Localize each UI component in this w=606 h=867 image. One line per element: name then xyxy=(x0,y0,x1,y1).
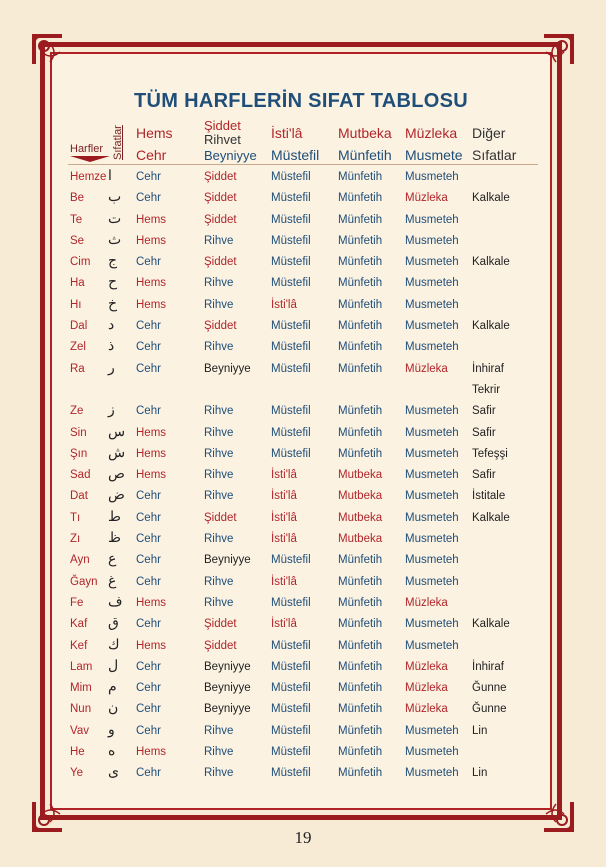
cell-muzleka-musmete: Musmeteh xyxy=(405,447,459,460)
letter-name: Sad xyxy=(70,469,91,482)
cell-muzleka-musmete: Müzleka xyxy=(405,660,448,673)
table-row xyxy=(68,762,538,783)
table-row xyxy=(68,358,538,379)
cell-mutbeka-munfetih: Münfetih xyxy=(338,660,383,673)
cell-hems-cehr: Cehr xyxy=(136,767,161,780)
cell-muzleka-musmete: Musmeteh xyxy=(405,490,459,503)
cell-hems-cehr: Cehr xyxy=(136,618,161,631)
arabic-letter: ط xyxy=(108,508,121,525)
arabic-letter: م xyxy=(108,679,117,696)
cell-siddet-rihve: Rihve xyxy=(204,341,234,354)
letter-name: Ra xyxy=(70,362,85,375)
cell-istila-mustefil: Müstefil xyxy=(271,682,311,695)
cell-istila-mustefil: Müstefil xyxy=(271,320,311,333)
cell-mutbeka-munfetih: Münfetih xyxy=(338,767,383,780)
cell-diger: Kalkale xyxy=(472,618,510,631)
header-musmete: Musmete xyxy=(405,147,463,163)
arabic-letter: ى xyxy=(108,764,119,781)
cell-muzleka-musmete: Müzleka xyxy=(405,362,448,375)
cell-hems-cehr: Cehr xyxy=(136,682,161,695)
cell-hems-cehr: Hems xyxy=(136,298,167,311)
cell-muzleka-musmete: Musmeteh xyxy=(405,426,459,439)
letter-name: Fe xyxy=(70,596,84,609)
cell-hems-cehr: Hems xyxy=(136,596,167,609)
table-row xyxy=(68,507,538,528)
cell-muzleka-musmete: Musmeteh xyxy=(405,256,459,269)
cell-diger: Tefeşşi xyxy=(472,447,508,460)
cell-mutbeka-munfetih: Münfetih xyxy=(338,298,383,311)
cell-istila-mustefil: İsti'lâ xyxy=(271,511,297,524)
cell-hems-cehr: Hems xyxy=(136,639,167,652)
page-number: 19 xyxy=(294,828,312,847)
letter-name: Tı xyxy=(70,511,81,524)
cell-mutbeka-munfetih: Münfetih xyxy=(338,341,383,354)
cell-siddet-rihve: Beyniyye xyxy=(204,554,251,567)
table-row xyxy=(68,400,538,421)
arabic-letter: ل xyxy=(108,657,119,674)
table-row xyxy=(68,656,538,677)
cell-siddet-rihve: Rihve xyxy=(204,575,234,588)
cell-siddet-rihve: Rihve xyxy=(204,596,234,609)
cell-mutbeka-munfetih: Münfetih xyxy=(338,746,383,759)
cell-muzleka-musmete: Musmeteh xyxy=(405,746,459,759)
cell-muzleka-musmete: Musmeteh xyxy=(405,724,459,737)
cell-siddet-rihve: Rihve xyxy=(204,277,234,290)
letter-name: Kef xyxy=(70,639,88,652)
table-row xyxy=(68,720,538,741)
cell-diger: İnhiraf xyxy=(472,362,504,375)
header-divider xyxy=(68,164,538,165)
letter-name: Kaf xyxy=(70,618,88,631)
cell-mutbeka-munfetih: Münfetih xyxy=(338,596,383,609)
cell-istila-mustefil: Müstefil xyxy=(271,639,311,652)
cell-istila-mustefil: Müstefil xyxy=(271,447,311,460)
cell-istila-mustefil: Müstefil xyxy=(271,767,311,780)
cell-mutbeka-munfetih: Mutbeka xyxy=(338,511,383,524)
table-row xyxy=(68,613,538,634)
cell-hems-cehr: Hems xyxy=(136,426,167,439)
letter-name: Te xyxy=(70,213,83,226)
cell-siddet-rihve: Şiddet xyxy=(204,256,237,269)
cell-hems-cehr: Cehr xyxy=(136,171,161,183)
letter-name: Se xyxy=(70,234,85,247)
cell-muzleka-musmete: Musmeteh xyxy=(405,234,459,247)
cell-diger: Kalkale xyxy=(472,511,510,524)
cell-siddet-rihve: Şiddet xyxy=(204,171,237,183)
cell-siddet-rihve: Rihve xyxy=(204,724,234,737)
cell-muzleka-musmete: Musmeteh xyxy=(405,767,459,780)
cell-diger: Safir xyxy=(472,405,496,418)
table-row xyxy=(68,677,538,698)
letter-name: Ye xyxy=(70,767,84,780)
table-row xyxy=(68,698,538,719)
cell-istila-mustefil: İsti'lâ xyxy=(271,298,297,311)
table-row xyxy=(68,315,538,336)
cell-diger: Kalkale xyxy=(472,320,510,333)
header-rihvet: Rihvet xyxy=(204,132,241,147)
cell-istila-mustefil: Müstefil xyxy=(271,405,311,418)
letter-name: Zı xyxy=(70,533,81,546)
cell-muzleka-musmete: Musmeteh xyxy=(405,213,459,226)
arabic-letter: ع xyxy=(108,551,117,568)
arabic-letter: ق xyxy=(108,615,119,632)
letter-name: Ğayn xyxy=(70,575,98,588)
letter-name: Dat xyxy=(70,490,88,503)
header-sifatlar: Sıfatlar xyxy=(472,147,517,163)
sifat-table xyxy=(68,166,538,784)
cell-mutbeka-munfetih: Münfetih xyxy=(338,362,383,375)
cell-diger: Lin xyxy=(472,767,488,780)
cell-diger: Safir xyxy=(472,469,496,482)
cell-siddet-rihve: Beyniyye xyxy=(204,660,251,673)
cell-siddet-rihve: Beyniyye xyxy=(204,362,251,375)
arabic-letter: س xyxy=(108,423,126,440)
cell-hems-cehr: Cehr xyxy=(136,405,161,418)
letter-name: Be xyxy=(70,192,85,205)
table-row xyxy=(68,528,538,549)
cell-muzleka-musmete: Musmeteh xyxy=(405,469,459,482)
cell-mutbeka-munfetih: Mutbeka xyxy=(338,469,383,482)
arabic-letter: خ xyxy=(108,295,118,312)
table-row xyxy=(68,464,538,485)
header-beyniyye: Beyniyye xyxy=(204,148,257,163)
cell-siddet-rihve: Beyniyye xyxy=(204,703,251,716)
cell-hems-cehr: Cehr xyxy=(136,533,161,546)
cell-muzleka-musmete: Musmeteh xyxy=(405,575,459,588)
letter-name: Lam xyxy=(70,660,93,673)
cell-hems-cehr: Hems xyxy=(136,469,167,482)
cell-mutbeka-munfetih: Münfetih xyxy=(338,171,383,183)
cell-istila-mustefil: Müstefil xyxy=(271,171,311,183)
cell-istila-mustefil: Müstefil xyxy=(271,596,311,609)
cell-muzleka-musmete: Musmeteh xyxy=(405,277,459,290)
cell-muzleka-musmete: Musmeteh xyxy=(405,341,459,354)
letter-name: Sin xyxy=(70,426,87,439)
table-row xyxy=(68,635,538,656)
arabic-letter: و xyxy=(108,721,115,738)
table-row xyxy=(68,272,538,293)
cell-muzleka-musmete: Musmeteh xyxy=(405,639,459,652)
arabic-letter: ف xyxy=(108,593,123,610)
table-row xyxy=(68,209,538,230)
table-row xyxy=(68,251,538,272)
letter-name: Zel xyxy=(70,341,86,354)
cell-hems-cehr: Hems xyxy=(136,277,167,290)
cell-hems-cehr: Hems xyxy=(136,447,167,460)
letter-name: Ayn xyxy=(70,554,90,567)
table-row xyxy=(68,187,538,208)
cell-istila-mustefil: İsti'lâ xyxy=(271,575,297,588)
cell-istila-mustefil: Müstefil xyxy=(271,234,311,247)
cell-hems-cehr: Hems xyxy=(136,746,167,759)
cell-hems-cehr: Hems xyxy=(136,234,167,247)
table-row xyxy=(68,549,538,570)
harfler-arrow-icon xyxy=(70,156,110,162)
corner-ornament-icon xyxy=(542,32,576,66)
cell-muzleka-musmete: Musmeteh xyxy=(405,320,459,333)
header-mutbeka: Mutbeka xyxy=(338,125,392,141)
cell-istila-mustefil: İsti'lâ xyxy=(271,618,297,631)
letter-name: Hemze xyxy=(70,171,107,183)
header-muzleka: Müzleka xyxy=(405,125,458,141)
arabic-letter: ج xyxy=(108,253,118,270)
cell-hems-cehr: Cehr xyxy=(136,511,161,524)
cell-siddet-rihve: Rihve xyxy=(204,447,234,460)
cell-hems-cehr: Cehr xyxy=(136,320,161,333)
cell-hems-cehr: Cehr xyxy=(136,703,161,716)
cell-mutbeka-munfetih: Münfetih xyxy=(338,426,383,439)
arabic-letter: ص xyxy=(108,466,125,483)
arabic-letter: د xyxy=(108,317,115,334)
cell-diger: Kalkale xyxy=(472,256,510,269)
cell-istila-mustefil: Müstefil xyxy=(271,256,311,269)
letter-name: Şın xyxy=(70,447,88,460)
cell-siddet-rihve: Rihve xyxy=(204,426,234,439)
cell-muzleka-musmete: Musmeteh xyxy=(405,405,459,418)
cell-hems-cehr: Cehr xyxy=(136,362,161,375)
table-row xyxy=(68,485,538,506)
cell-siddet-rihve: Rihve xyxy=(204,490,234,503)
cell-mutbeka-munfetih: Münfetih xyxy=(338,256,383,269)
cell-hems-cehr: Cehr xyxy=(136,554,161,567)
cell-siddet-rihve: Şiddet xyxy=(204,192,237,205)
arabic-letter: ه xyxy=(108,743,116,760)
cell-mutbeka-munfetih: Münfetih xyxy=(338,618,383,631)
cell-mutbeka-munfetih: Münfetih xyxy=(338,234,383,247)
letter-name: Mim xyxy=(70,682,92,695)
table-row xyxy=(68,336,538,357)
cell-siddet-rihve: Şiddet xyxy=(204,618,237,631)
cell-mutbeka-munfetih: Münfetih xyxy=(338,575,383,588)
cell-siddet-rihve: Rihve xyxy=(204,234,234,247)
arabic-letter: ث xyxy=(108,231,122,248)
cell-istila-mustefil: Müstefil xyxy=(271,192,311,205)
cell-istila-mustefil: Müstefil xyxy=(271,213,311,226)
cell-diger: Ğunne xyxy=(472,682,507,695)
cell-siddet-rihve: Rihve xyxy=(204,405,234,418)
cell-muzleka-musmete: Müzleka xyxy=(405,682,448,695)
cell-siddet-rihve: Rihve xyxy=(204,469,234,482)
cell-siddet-rihve: Şiddet xyxy=(204,320,237,333)
table-row xyxy=(68,230,538,251)
cell-mutbeka-munfetih: Münfetih xyxy=(338,405,383,418)
header-mustefil: Müstefil xyxy=(271,147,320,163)
cell-muzleka-musmete: Musmeteh xyxy=(405,298,459,311)
cell-istila-mustefil: Müstefil xyxy=(271,426,311,439)
cell-istila-mustefil: İsti'lâ xyxy=(271,533,297,546)
cell-hems-cehr: Hems xyxy=(136,213,167,226)
cell-istila-mustefil: Müstefil xyxy=(271,277,311,290)
cell-istila-mustefil: Müstefil xyxy=(271,746,311,759)
arabic-letter: ح xyxy=(108,274,118,291)
cell-diger: Ğunne xyxy=(472,703,507,716)
cell-muzleka-musmete: Musmeteh xyxy=(405,618,459,631)
cell-mutbeka-munfetih: Münfetih xyxy=(338,213,383,226)
cell-muzleka-musmete: Musmeteh xyxy=(405,511,459,524)
cell-mutbeka-munfetih: Münfetih xyxy=(338,192,383,205)
header-munfetih: Münfetih xyxy=(338,147,392,163)
cell-hems-cehr: Cehr xyxy=(136,724,161,737)
cell-mutbeka-munfetih: Münfetih xyxy=(338,703,383,716)
letter-name: Nun xyxy=(70,703,92,716)
table-row xyxy=(68,571,538,592)
cell-mutbeka-munfetih: Münfetih xyxy=(338,682,383,695)
table-row xyxy=(68,379,538,400)
arabic-letter: ز xyxy=(108,402,115,419)
arabic-letter: ب xyxy=(108,189,122,206)
cell-muzleka-musmete: Musmeteh xyxy=(405,171,459,183)
cell-mutbeka-munfetih: Münfetih xyxy=(338,554,383,567)
page-title: TÜM HARFLERİN SIFAT TABLOSU xyxy=(134,90,468,112)
cell-hems-cehr: Cehr xyxy=(136,660,161,673)
cell-istila-mustefil: Müstefil xyxy=(271,341,311,354)
letter-name: Ha xyxy=(70,277,85,290)
cell-diger: Tekrir xyxy=(472,383,501,396)
cell-diger: İnhiraf xyxy=(472,660,504,673)
table-row xyxy=(68,166,538,187)
cell-istila-mustefil: İsti'lâ xyxy=(271,490,297,503)
arabic-letter: ا xyxy=(108,168,112,184)
arabic-letter: ظ xyxy=(108,530,121,547)
cell-diger: İstitale xyxy=(472,490,506,503)
letter-name: Cim xyxy=(70,256,91,269)
cell-hems-cehr: Cehr xyxy=(136,256,161,269)
cell-diger: Safir xyxy=(472,426,496,439)
table-row xyxy=(68,592,538,613)
cell-muzleka-musmete: Musmeteh xyxy=(405,533,459,546)
cell-hems-cehr: Cehr xyxy=(136,490,161,503)
cell-siddet-rihve: Şiddet xyxy=(204,213,237,226)
letter-name: Ze xyxy=(70,405,84,418)
arabic-letter: ر xyxy=(108,359,115,376)
arabic-letter: ك xyxy=(108,636,120,653)
letter-name: Dal xyxy=(70,320,88,333)
cell-siddet-rihve: Beyniyye xyxy=(204,682,251,695)
cell-mutbeka-munfetih: Mutbeka xyxy=(338,533,383,546)
cell-hems-cehr: Cehr xyxy=(136,192,161,205)
cell-istila-mustefil: Müstefil xyxy=(271,724,311,737)
letter-name: Vav xyxy=(70,724,89,737)
cell-siddet-rihve: Şiddet xyxy=(204,639,237,652)
header-hems: Hems xyxy=(136,125,173,141)
header-diger: Diğer xyxy=(472,125,506,141)
letter-name: He xyxy=(70,746,85,759)
cell-mutbeka-munfetih: Mutbeka xyxy=(338,490,383,503)
cell-hems-cehr: Cehr xyxy=(136,575,161,588)
cell-muzleka-musmete: Musmeteh xyxy=(405,554,459,567)
cell-mutbeka-munfetih: Münfetih xyxy=(338,724,383,737)
cell-siddet-rihve: Şiddet xyxy=(204,511,237,524)
arabic-letter: ش xyxy=(108,444,126,461)
cell-mutbeka-munfetih: Münfetih xyxy=(338,639,383,652)
cell-mutbeka-munfetih: Münfetih xyxy=(338,447,383,460)
cell-istila-mustefil: İsti'lâ xyxy=(271,469,297,482)
corner-ornament-icon xyxy=(30,32,64,66)
harfler-label: Harfler xyxy=(70,143,104,155)
cell-siddet-rihve: Rihve xyxy=(204,767,234,780)
cell-muzleka-musmete: Müzleka xyxy=(405,596,448,609)
table-row xyxy=(68,443,538,464)
cell-mutbeka-munfetih: Münfetih xyxy=(338,320,383,333)
letter-name: Hı xyxy=(70,298,82,311)
header-siddet: Şiddet xyxy=(204,118,241,133)
cell-istila-mustefil: Müstefil xyxy=(271,660,311,673)
cell-diger: Kalkale xyxy=(472,192,510,205)
cell-hems-cehr: Cehr xyxy=(136,341,161,354)
header-cehr: Cehr xyxy=(136,147,167,163)
arabic-letter: ذ xyxy=(108,338,115,355)
cell-muzleka-musmete: Müzleka xyxy=(405,192,448,205)
cell-istila-mustefil: Müstefil xyxy=(271,703,311,716)
cell-muzleka-musmete: Müzleka xyxy=(405,703,448,716)
cell-istila-mustefil: Müstefil xyxy=(271,362,311,375)
header-istila: İsti'lâ xyxy=(271,125,303,141)
table-row xyxy=(68,294,538,315)
arabic-letter: ت xyxy=(108,210,122,227)
arabic-letter: ض xyxy=(108,487,125,504)
table-row xyxy=(68,422,538,443)
cell-diger: Lin xyxy=(472,724,488,737)
arabic-letter: غ xyxy=(108,572,117,589)
cell-siddet-rihve: Rihve xyxy=(204,533,234,546)
cell-mutbeka-munfetih: Münfetih xyxy=(338,277,383,290)
arabic-letter: ن xyxy=(108,700,119,717)
cell-siddet-rihve: Rihve xyxy=(204,746,234,759)
table-row xyxy=(68,741,538,762)
cell-siddet-rihve: Rihve xyxy=(204,298,234,311)
sifatlar-label: Sıfatlar xyxy=(112,125,124,160)
cell-istila-mustefil: Müstefil xyxy=(271,554,311,567)
